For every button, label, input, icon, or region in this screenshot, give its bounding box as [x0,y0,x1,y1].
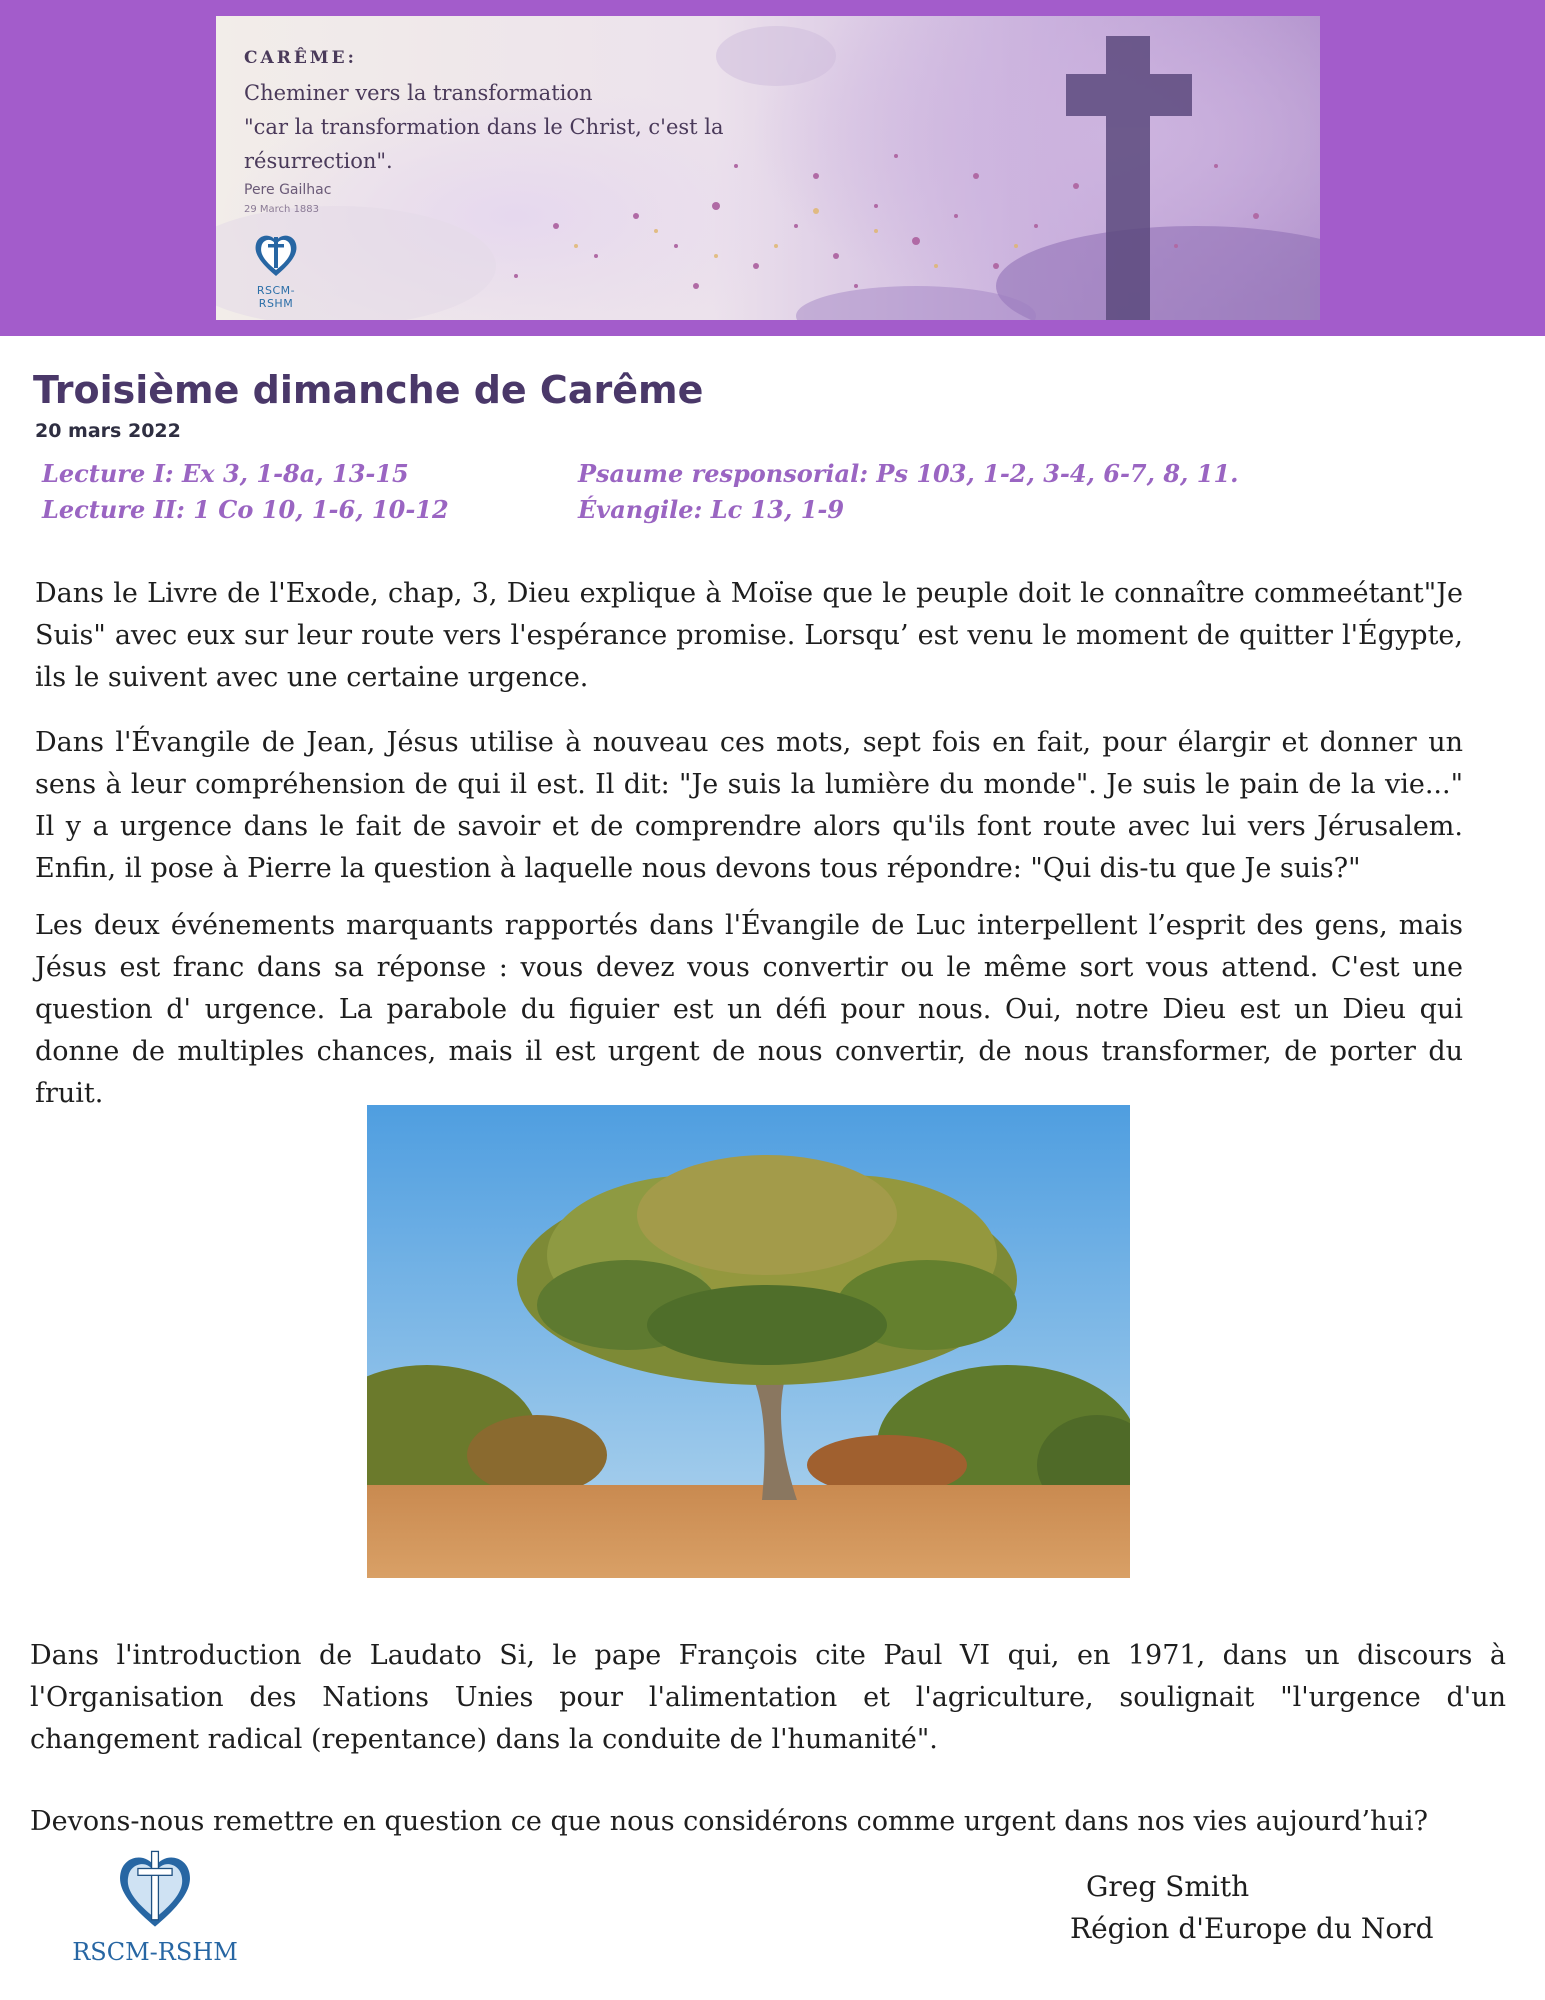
banner-logo-label: RSCM-RSHM [256,284,296,310]
banner-author: Pere Gailhac [244,182,332,198]
reading-evangile: Évangile: Lc 13, 1-9 [578,495,845,524]
banner-logo [246,230,306,310]
banner-date: 29 March 1883 [244,204,320,215]
paragraph-4: Dans l'introduction de Laudato Si, le pape François cite Paul VI qui, en 1971, dans un discours à l'Organisation des Nations Unies pour l'alimentation et l'agriculture, soulignait "l'urgence d'un changement radical (repentance) dans la conduite de l'humanité". [30,1640,1506,1755]
paragraph-5: Devons-nous remettre en question ce que nous considérons comme urgent dans nos vies aujourd’hui? [30,1806,1428,1837]
paragraph-2: Dans l'Évangile de Jean, Jésus utilise à nouveau ces mots, sept fois en fait, pour élargir et donner un sens à leur compréhension de qui il est. Il dit: "Je suis la lumière du monde". Je suis le pain de la vie..." Il y a urgence dans le fait de savoir et de comprendre alors qu'ils font route avec lui vers Jérusalem. Enfin, il pose à Pierre la question à laquelle nous devons tous répondre: "Qui dis-tu que Je suis?" [35,727,1463,884]
reading-lecture-2: Lecture II: 1 Co 10, 1-6, 10-12 [42,495,449,524]
paragraph-3: Les deux événements marquants rapportés dans l'Évangile de Luc interpellent l’esprit des gens, mais Jésus est franc dans sa réponse : vous devez vous convertir ou le même sort vous attend. C'est une question d' urgence. La parabole du figuier est un défi pour nous. Oui, notre Dieu est un Dieu qui donne de multiples chances, mais il est urgent de nous convertir, de nous transformer, de porter du fruit. [35,910,1463,1109]
page-title: Troisième dimanche de Carême [33,368,704,412]
signature-region: Région d'Europe du Nord [1070,1912,1434,1945]
banner-line-3: résurrection". [244,149,393,173]
tree-photo [367,1105,1130,1578]
banner [216,16,1320,320]
heart-cross-logo-icon [253,230,299,278]
signature-author: Greg Smith [1086,1870,1250,1903]
banner-quote [244,48,724,215]
banner-line-1: Cheminer vers la transformation [244,81,593,105]
paragraph-1: Dans le Livre de l'Exode, chap, 3, Dieu explique à Moïse que le peuple doit le connaître commeétant"Je Suis" avec eux sur leur route vers l'espérance promise. Lorsqu’ est venu le moment de quitter l'Égypte, ils le suivent avec une certaine urgence. [35,578,1463,693]
footer-logo-label: RSCM-RSHM [72,1938,238,1966]
page-date: 20 mars 2022 [35,420,181,442]
banner-line-2: "car la transformation dans le Christ, c'est la [244,115,724,139]
banner-title: CARÊME: [244,48,357,68]
reading-psaume: Psaume responsorial: Ps 103, 1-2, 3-4, 6-7, 8, 11. [578,459,1239,488]
footer-logo [70,1848,240,1966]
heart-cross-logo-icon [111,1848,199,1930]
reading-lecture-1: Lecture I: Ex 3, 1-8a, 13-15 [42,459,409,488]
